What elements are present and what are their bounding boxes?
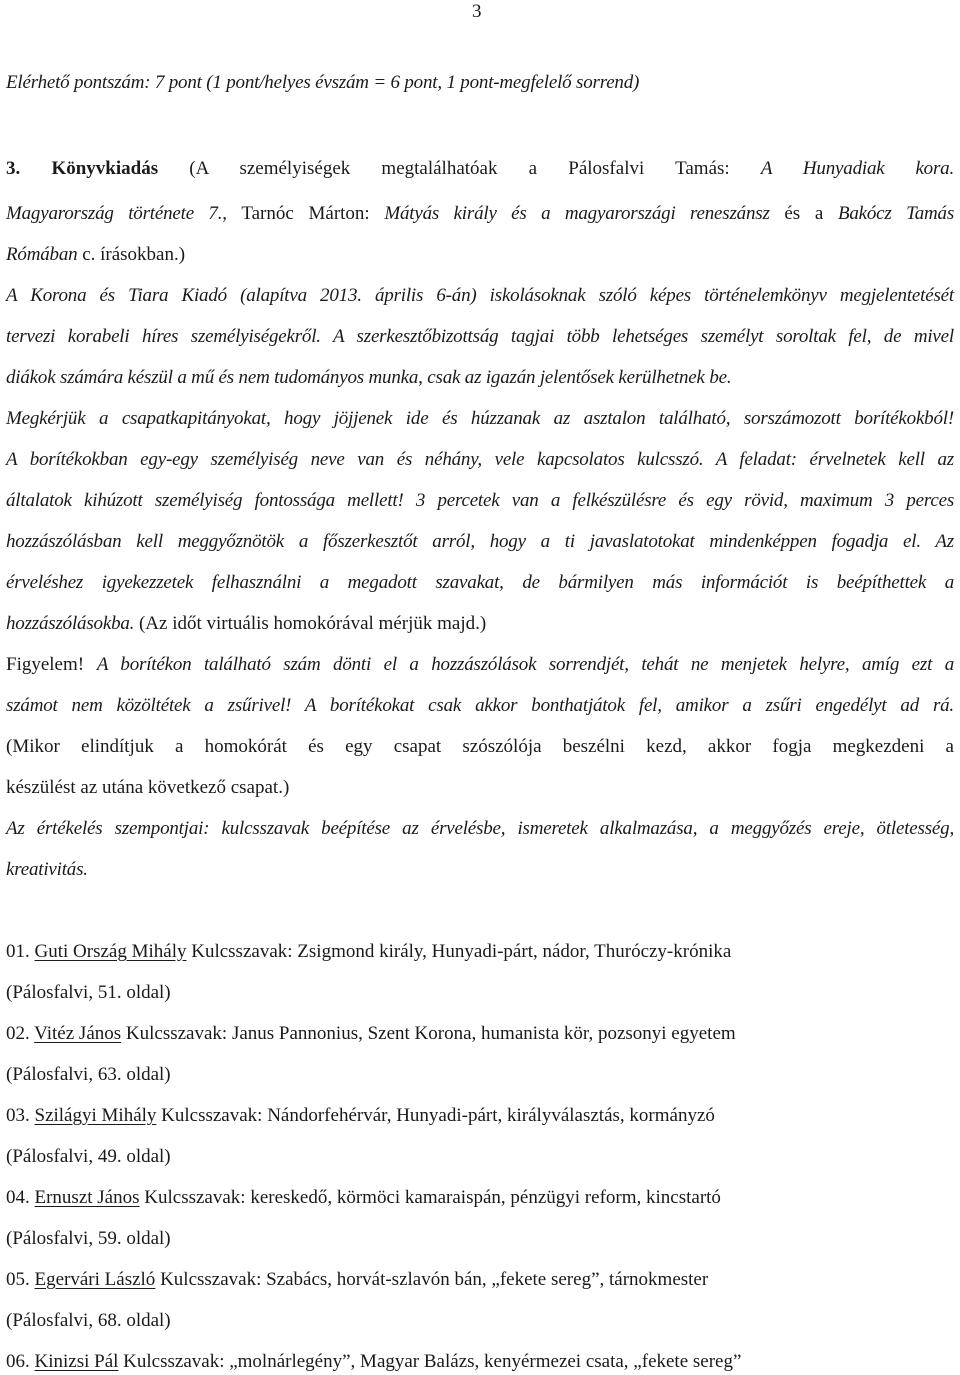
entry-line — [6, 1187, 954, 1209]
entry-number: 03. — [6, 1105, 30, 1126]
entry-keywords: Kulcsszavak: Szabács, horvát-szlavón bán, „fekete sereg”, tárnokmester — [160, 1269, 709, 1290]
entry-line — [6, 1105, 954, 1127]
body-line-3: diákok számára készül a mű és nem tudományos munka, csak az igazán jelentősek kerülhetnek be. — [6, 367, 732, 388]
section-source-prefix: (A személyiségek megtalálhatóak a Pálosfalvi Tamás: — [189, 158, 730, 179]
body-line-5: A borítékokban egy-egy személyiség neve van és néhány, vele kapcsolatos kulcsszó. A feladat: érvelnetek kell az — [6, 449, 954, 470]
entry-name: Egervári László — [34, 1269, 156, 1290]
body-line-11: számot nem közöltétek a zsűrivel! A borítékokat csak akkor bonthatjátok fel, amikor a zsűri engedélyt ad rá. — [6, 695, 954, 716]
section-source-book-5: Rómában — [6, 244, 78, 265]
entry-name: Ernuszt János — [34, 1187, 140, 1208]
entry-keywords: Kulcsszavak: Nándorfehérvár, Hunyadi-párt, királyválasztás, kormányzó — [161, 1105, 715, 1126]
body-line-4: Megkérjük a csapatkapitányokat, hogy jöjjenek ide és húzzanak az asztalon található, sorszámozott borítékokból! — [6, 408, 954, 429]
body-line-1: A Korona és Tiara Kiadó (alapítva 2013. április 6-án) iskolásoknak szóló képes történelemkönyv megjelentetését — [6, 285, 954, 306]
body-line-2b: A szerkesztőbizottság tagjai több lehetséges személyt soroltak fel, de mivel — [333, 326, 954, 347]
entry-keywords: Kulcsszavak: Janus Pannonius, Szent Korona, humanista kör, pozsonyi egyetem — [125, 1023, 736, 1044]
body-line-13: készülést az utána következő csapat.) — [6, 777, 290, 798]
entry-ref: (Pálosfalvi, 51. oldal) — [6, 982, 171, 1003]
body-line-12: (Mikor elindítjuk a homokórát és egy csapat szószólója beszélni kezd, akkor fogja megkezdeni a — [6, 736, 954, 757]
entry-line — [6, 1023, 954, 1045]
section-source-and: és a — [784, 203, 824, 224]
entry-ref: (Pálosfalvi, 68. oldal) — [6, 1310, 171, 1331]
body-line-15: kreativitás. — [6, 859, 88, 880]
section-source-book-3: Mátyás király és a magyarországi reneszánsz — [384, 203, 770, 224]
body-line-14: Az értékelés szempontjai: kulcsszavak beépítése az érvelésbe, ismeretek alkalmazása, a meggyőzés ereje, ötletesség, — [6, 818, 954, 839]
entry-line — [6, 1269, 954, 1291]
entry-keywords: Kulcsszavak: Zsigmond király, Hunyadi-párt, nádor, Thuróczy-krónika — [191, 941, 732, 962]
section-source-suffix: c. írásokban.) — [82, 244, 186, 265]
body-line-10 — [6, 654, 954, 676]
body-line-9b: (Az időt virtuális homokórával mérjük majd.) — [138, 613, 487, 634]
entry-number: 06. — [6, 1351, 30, 1372]
body-line-6b: 3 percetek van a felkészülésre és egy rövid, maximum 3 perces — [415, 490, 955, 511]
entry-name: Szilágyi Mihály — [34, 1105, 157, 1126]
section-number: 3. — [6, 158, 21, 179]
entry-line — [6, 941, 954, 963]
section-source-mid: , Tarnóc Márton: — [222, 203, 370, 224]
section-source-book-2: Magyarország története 7. — [6, 203, 223, 224]
entry-number: 05. — [6, 1269, 30, 1290]
entry-name: Guti Ország Mihály — [34, 941, 187, 962]
section-title: Könyvkiadás — [51, 158, 159, 179]
entry-keywords: Kulcsszavak: kereskedő, körmöci kamaraispán, pénzügyi reform, kincstartó — [144, 1187, 721, 1208]
page-number: 3 — [472, 1, 482, 22]
entry-number: 01. — [6, 941, 30, 962]
body-line-8: érveléshez igyekezzetek felhasználni a megadott szavakat, de bármilyen más információt is beépíthettek a — [6, 572, 954, 593]
entry-ref: (Pálosfalvi, 59. oldal) — [6, 1228, 171, 1249]
entry-number: 04. — [6, 1187, 30, 1208]
body-line-7: hozzászólásban kell meggyőznötök a főszerkesztőt arról, hogy a ti javaslatotokat mindenképpen fogadja el. Az — [6, 531, 954, 552]
body-line-9a: hozzászólásokba. — [6, 613, 135, 634]
entry-name: Kinizsi Pál — [34, 1351, 119, 1372]
body-line-9 — [6, 613, 954, 635]
section-heading-line-3 — [6, 244, 954, 266]
body-line-10a: Figyelem! — [6, 654, 85, 675]
entry-ref: (Pálosfalvi, 49. oldal) — [6, 1146, 171, 1167]
points-line: Elérhető pontszám: 7 pont (1 pont/helyes évszám = 6 pont, 1 pont-megfelelő sorrend) — [6, 72, 640, 93]
entry-number: 02. — [6, 1023, 30, 1044]
section-heading-line-1 — [6, 158, 954, 180]
body-line-2 — [6, 326, 954, 348]
section-heading-line-2 — [6, 203, 954, 225]
body-line-2a: tervezi korabeli híres személyiségekről. — [6, 326, 321, 347]
section-source-book: A Hunyadiak kora. — [760, 158, 955, 179]
section-source-book-4: Bakócz Tamás — [837, 203, 955, 224]
body-line-6 — [6, 490, 954, 512]
entry-line — [6, 1351, 954, 1373]
body-line-6a: általatok kihúzott személyiség fontossága mellett! — [6, 490, 404, 511]
entry-keywords: Kulcsszavak: „molnárlegény”, Magyar Balázs, kenyérmezei csata, „fekete sereg” — [123, 1351, 742, 1372]
entry-ref: (Pálosfalvi, 63. oldal) — [6, 1064, 171, 1085]
entry-name: Vitéz János — [34, 1023, 122, 1044]
body-line-10b: A borítékon található szám dönti el a hozzászólások sorrendjét, tehát ne menjetek helyre, amíg ezt a — [96, 654, 955, 675]
